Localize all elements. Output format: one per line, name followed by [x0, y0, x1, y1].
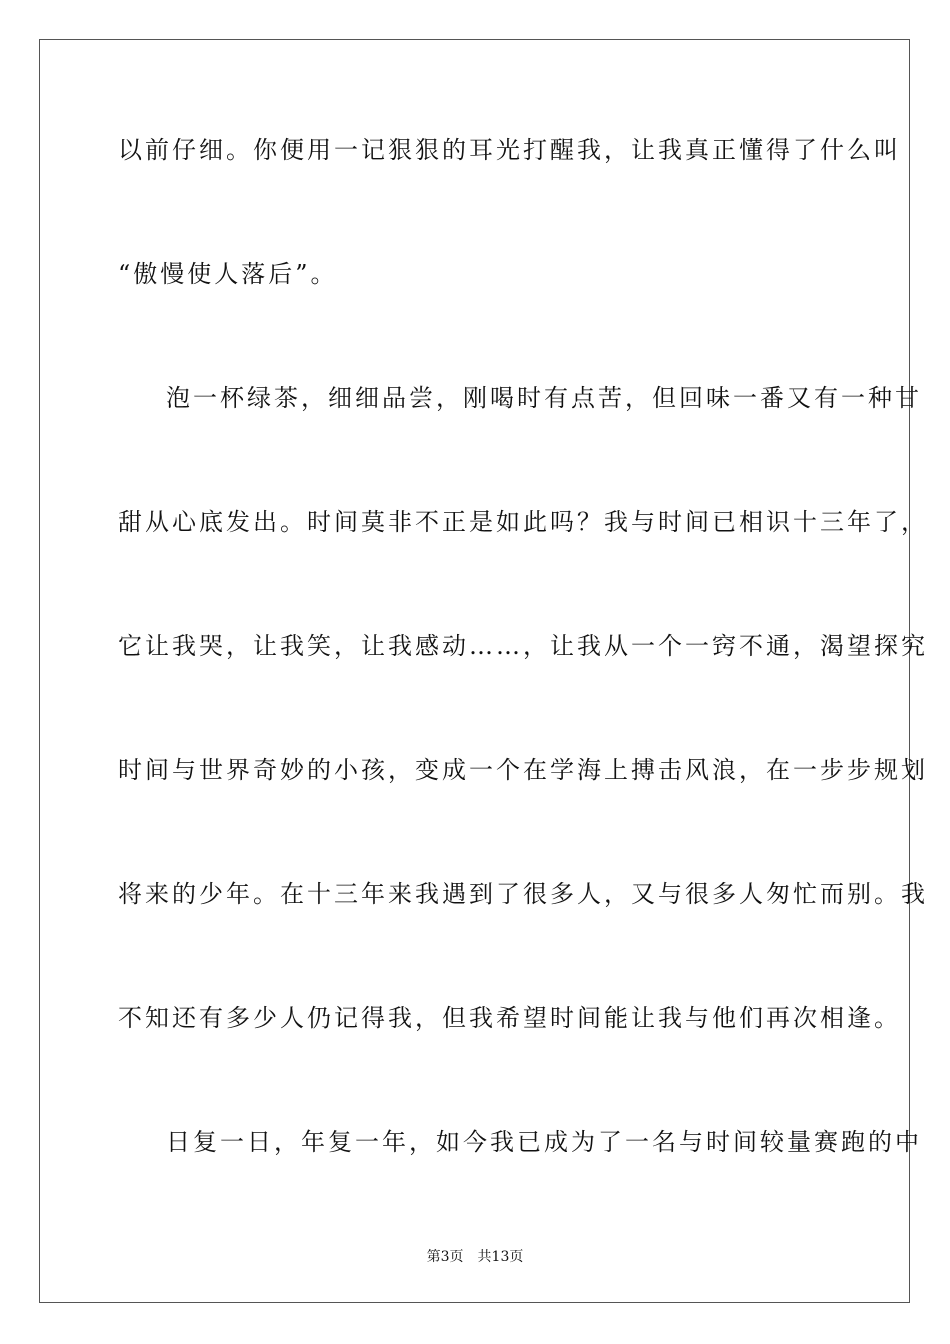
- paragraph-line-3: 泡一杯绿茶，细细品尝，刚喝时有点苦，但回味一番又有一种甘: [166, 384, 922, 412]
- paragraph-line-8: 不知还有多少人仍记得我，但我希望时间能让我与他们再次相逢。: [118, 1004, 901, 1032]
- paragraph-line-2: “傲慢使人落后”。: [118, 260, 338, 288]
- paragraph-line-6: 时间与世界奇妙的小孩，变成一个在学海上搏击风浪，在一步步规划: [118, 756, 928, 784]
- paragraph-line-5: 它让我哭，让我笑，让我感动……，让我从一个一窍不通，渴望探究: [118, 632, 928, 660]
- page-border: [39, 39, 928, 1303]
- paragraph-line-4: 甜从心底发出。时间莫非不正是如此吗？我与时间已相识十三年了，: [118, 508, 928, 536]
- paragraph-line-7: 将来的少年。在十三年来我遇到了很多人，又与很多人匆忙而别。我: [118, 880, 928, 908]
- page-number-footer: 第3页 共13页: [426, 1249, 524, 1265]
- paragraph-line-9: 日复一日，年复一年，如今我已成为了一名与时间较量赛跑的中: [166, 1128, 922, 1156]
- paragraph-line-1: 以前仔细。你便用一记狠狠的耳光打醒我，让我真正懂得了什么叫: [118, 136, 901, 164]
